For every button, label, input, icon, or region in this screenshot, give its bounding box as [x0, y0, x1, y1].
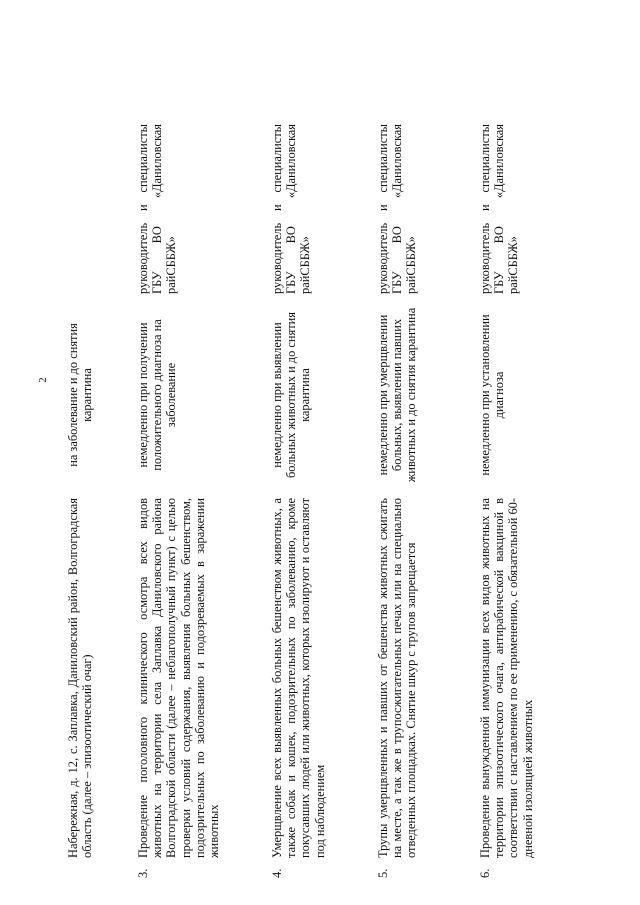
row-number: 4.: [270, 868, 284, 878]
row-action: Набережная, д. 12, с. Заплавка, Даниловский район, Волгоградская область (далее – эпизоотический очаг): [66, 498, 95, 858]
row-term: немедленно при умерщвлении больных, выявлении павших животных и до снятия карантина: [376, 307, 419, 483]
row-term: немедленно при получении положительного диагноза на заболевание: [136, 319, 179, 471]
page-number: [38, 320, 49, 440]
row-number: 5.: [376, 868, 390, 878]
row-action: Трупы умерщвленных и павших от бешенства животных сжигать на месте, а так же в трупосжигательных печах или на специально отведенных площадках. Снятие шкур с трупов запрещается: [376, 498, 419, 858]
row-responsible: руководитель и специалисты ГБУ ВО «Даниловская райСББЖ»: [136, 124, 179, 294]
row-action: Проведение вынужденной иммунизации всех видов животных на территории эпизоотического очага, антирабической вакциной в соответствии с наставлением по ее применению, с обязательной 60-дневной изоляцией животных: [478, 498, 535, 858]
row-term: немедленно при установлении диагноза: [478, 314, 507, 476]
page-number-text: 2: [38, 377, 49, 383]
row-responsible: руководитель и специалисты ГБУ ВО «Даниловская райСББЖ»: [478, 124, 521, 294]
row-term: на заболевание и до снятия карантина: [66, 323, 95, 467]
row-term: немедленно при выявлении больных животных и до снятия карантина: [270, 312, 313, 478]
row-number: 6.: [478, 868, 492, 878]
row-number: 3.: [136, 868, 150, 878]
row-responsible: руководитель и специалисты ГБУ ВО «Даниловская райСББЖ»: [376, 124, 419, 294]
row-responsible: руководитель и специалисты ГБУ ВО «Даниловская райСББЖ»: [270, 124, 313, 294]
row-action: Умерщвление всех выявленных больных бешенством животных, а также собак и кошек, подозрительных по заболеванию, кроме покусавших людей или животных, которых изолируют и оставляют под наблюдением: [270, 498, 327, 858]
row-action: Проведение поголовного клинического осмотра всех видов животных на территории села Заплавка Даниловского района Волгоградской области (далее – неблагополучный пункт) с целью проверки условий содержания, выявления больных бешенством, подозрительных по заболеванию и подозреваемых в заражении животных: [136, 498, 222, 858]
measures-table: [58, 18, 588, 878]
